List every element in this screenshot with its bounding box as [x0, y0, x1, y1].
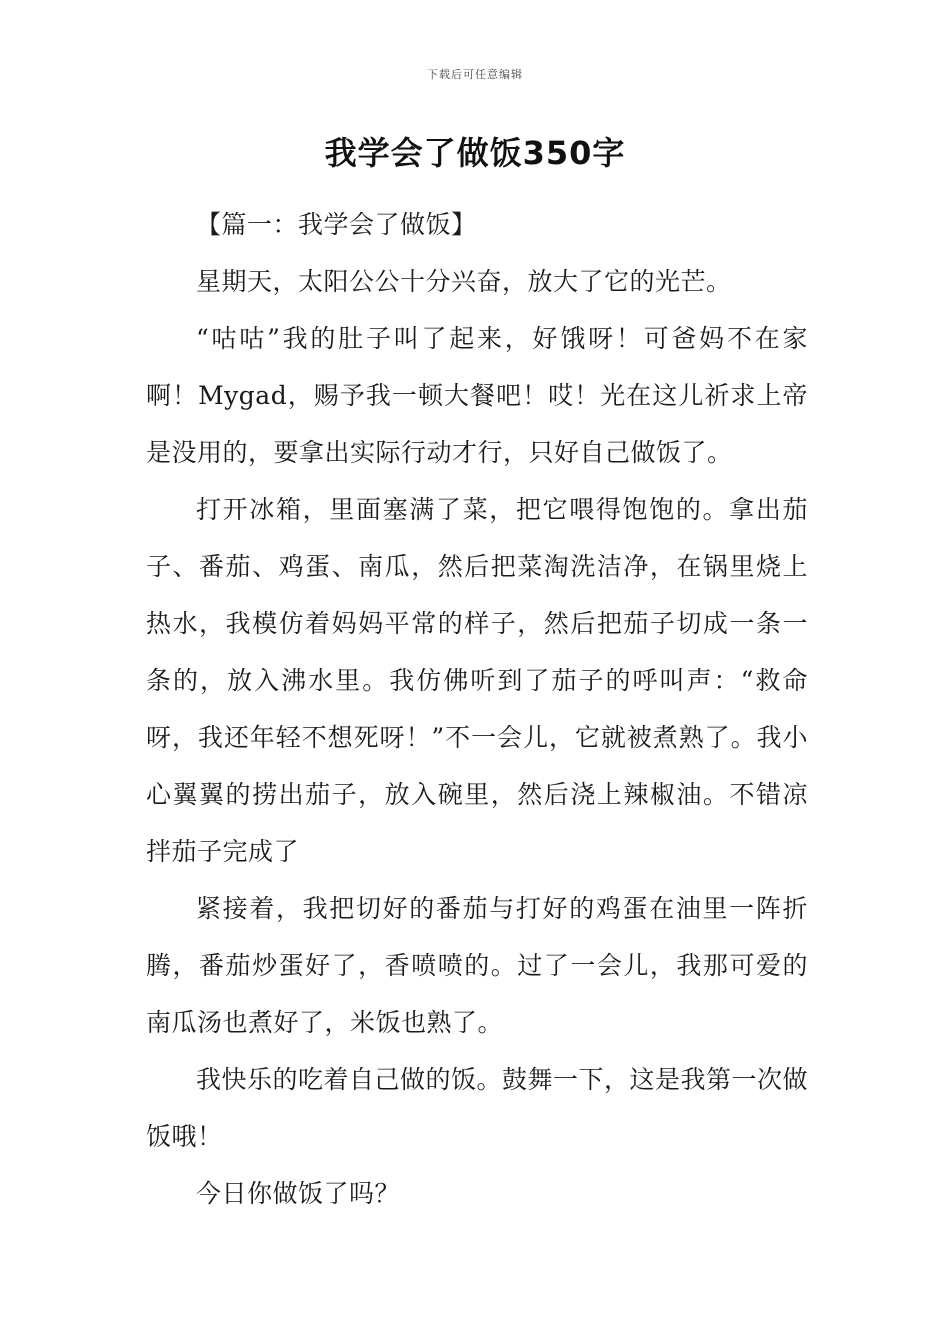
- section-heading: 【篇一：我学会了做饭】: [196, 210, 477, 239]
- paragraph: 紧接着，我把切好的番茄与打好的鸡蛋在油里一阵折腾，番茄炒蛋好了，香喷喷的。过了一会儿，我那可爱的南瓜汤也煮好了，米饭也熟了。: [146, 894, 808, 1037]
- document-title: 我学会了做饭350字: [324, 134, 626, 172]
- header-note: 下载后可任意编辑: [427, 68, 523, 81]
- paragraph: 星期天，太阳公公十分兴奋，放大了它的光芒。: [196, 267, 732, 296]
- paragraph: 打开冰箱，里面塞满了菜，把它喂得饱饱的。拿出茄子、番茄、鸡蛋、南瓜，然后把菜淘洗洁净，在锅里烧上热水，我模仿着妈妈平常的样子，然后把茄子切成一条一条的，放入沸水里。我仿佛听到了茄子的呼叫声：“救命呀，我还年轻不想死呀！”不一会儿，它就被煮熟了。我小心翼翼的捞出茄子，放入碗里，然后浇上辣椒油。不错凉拌茄子完成了: [146, 495, 808, 866]
- paragraph: 今日你做饭了吗？: [196, 1179, 401, 1208]
- paragraph: “咕咕”我的肚子叫了起来，好饿呀！可爸妈不在家啊！Mygad，赐予我一顿大餐吧！哎！光在这儿祈求上帝是没用的，要拿出实际行动才行，只好自己做饭了。: [146, 324, 808, 467]
- paragraph: 我快乐的吃着自己做的饭。鼓舞一下，这是我第一次做饭哦！: [146, 1065, 809, 1151]
- document-body: [146, 196, 808, 1222]
